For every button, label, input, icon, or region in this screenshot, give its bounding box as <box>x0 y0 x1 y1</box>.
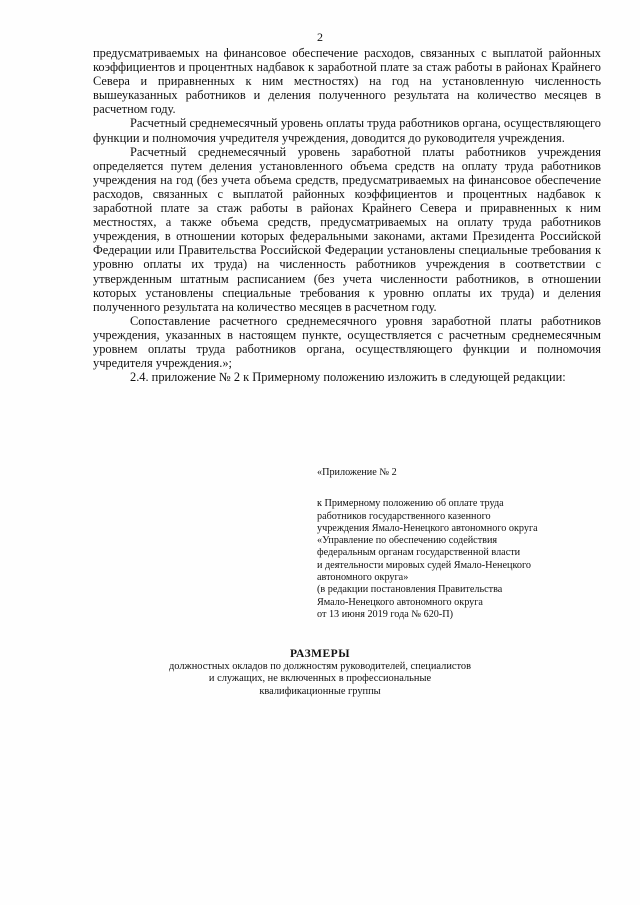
paragraph-organ-pay-level: Расчетный среднемесячный уровень оплаты труда работников органа, осуществляющего функции и полномочия учредителя учреждения, доводится до руководителя учреждения. <box>93 116 601 145</box>
appendix-line: автономного округа» <box>317 572 409 584</box>
appendix-line: работников государственного казенного <box>317 510 491 522</box>
appendix-title: «Приложение № 2 <box>317 467 397 478</box>
appendix-line: «Управление по обеспечению содействия <box>317 535 498 547</box>
appendix-line: Ямало-Ненецкого автономного округа <box>317 596 483 608</box>
paragraph-continuation: предусматриваемых на финансовое обеспечение расходов, связанных с выплатой районных коэффициентов и процентных надбавок к заработной плате за стаж работы в районах Крайнего Севера и приравненных к ним местностях) на год на установленную численность вышеуказанных работников и деления полученного результата на количество месяцев в расчетном году. <box>93 46 601 117</box>
appendix-line: к Примерному положению об оплате труда <box>317 498 504 510</box>
paragraph-comparison: Сопоставление расчетного среднемесячного уровня заработной платы работников учреждения, указанных в настоящем пункте, осуществляется с расчетным среднемесячным уровнем оплаты труда работников органа, осуществляющего функции и полномочия учредителя учреждения.»; <box>93 313 601 371</box>
subtitle-line: и служащих, не включенных в профессиональные <box>208 673 432 685</box>
section-heading: РАЗМЕРЫ <box>290 648 350 660</box>
subtitle-line: квалификационные группы <box>259 685 381 697</box>
section-subtitle <box>0 661 640 698</box>
appendix-line: и деятельности мировых судей Ямало-Ненецкого <box>317 559 531 571</box>
appendix-header <box>317 467 607 621</box>
page-number: 2 <box>317 30 323 44</box>
paragraph-institution-pay-level: Расчетный среднемесячный уровень заработной платы работников учреждения определяется путем деления установленного объема средств на оплату труда работников учреждения на год (без учета объема средств, предусматриваемых на финансовое обеспечение расходов, связанных с выплатой районных коэффициентов и процентных надбавок к заработной плате за стаж работы в районах Крайнего Севера и приравненных к ним местностях, а также объема средств, предусматриваемых на оплату труда работников учреждения, в отношении которых федеральными законами, актами Президента Российской Федерации или Правительства Российской Федерации установлены специальные требования к уровню оплаты их труда) на численность работников учреждения в соответствии с утвержденным штатным расписанием (без учета численности работников, в отношении которых установлены специальные требования к уровню оплаты их труда) и деления полученного результата на количество месяцев в расчетном году. <box>93 144 601 314</box>
paragraph-amendment: 2.4. приложение № 2 к Примерному положению изложить в следующей редакции: <box>130 370 566 385</box>
appendix-line: от 13 июня 2019 года № 620-П) <box>317 608 454 620</box>
appendix-line: федеральным органам государственной власти <box>317 547 521 559</box>
appendix-line: учреждения Ямало-Ненецкого автономного округа <box>317 522 538 534</box>
subtitle-line: должностных окладов по должностям руководителей, специалистов <box>168 661 471 672</box>
appendix-line: (в редакции постановления Правительства <box>317 584 503 596</box>
body-text <box>93 46 601 384</box>
